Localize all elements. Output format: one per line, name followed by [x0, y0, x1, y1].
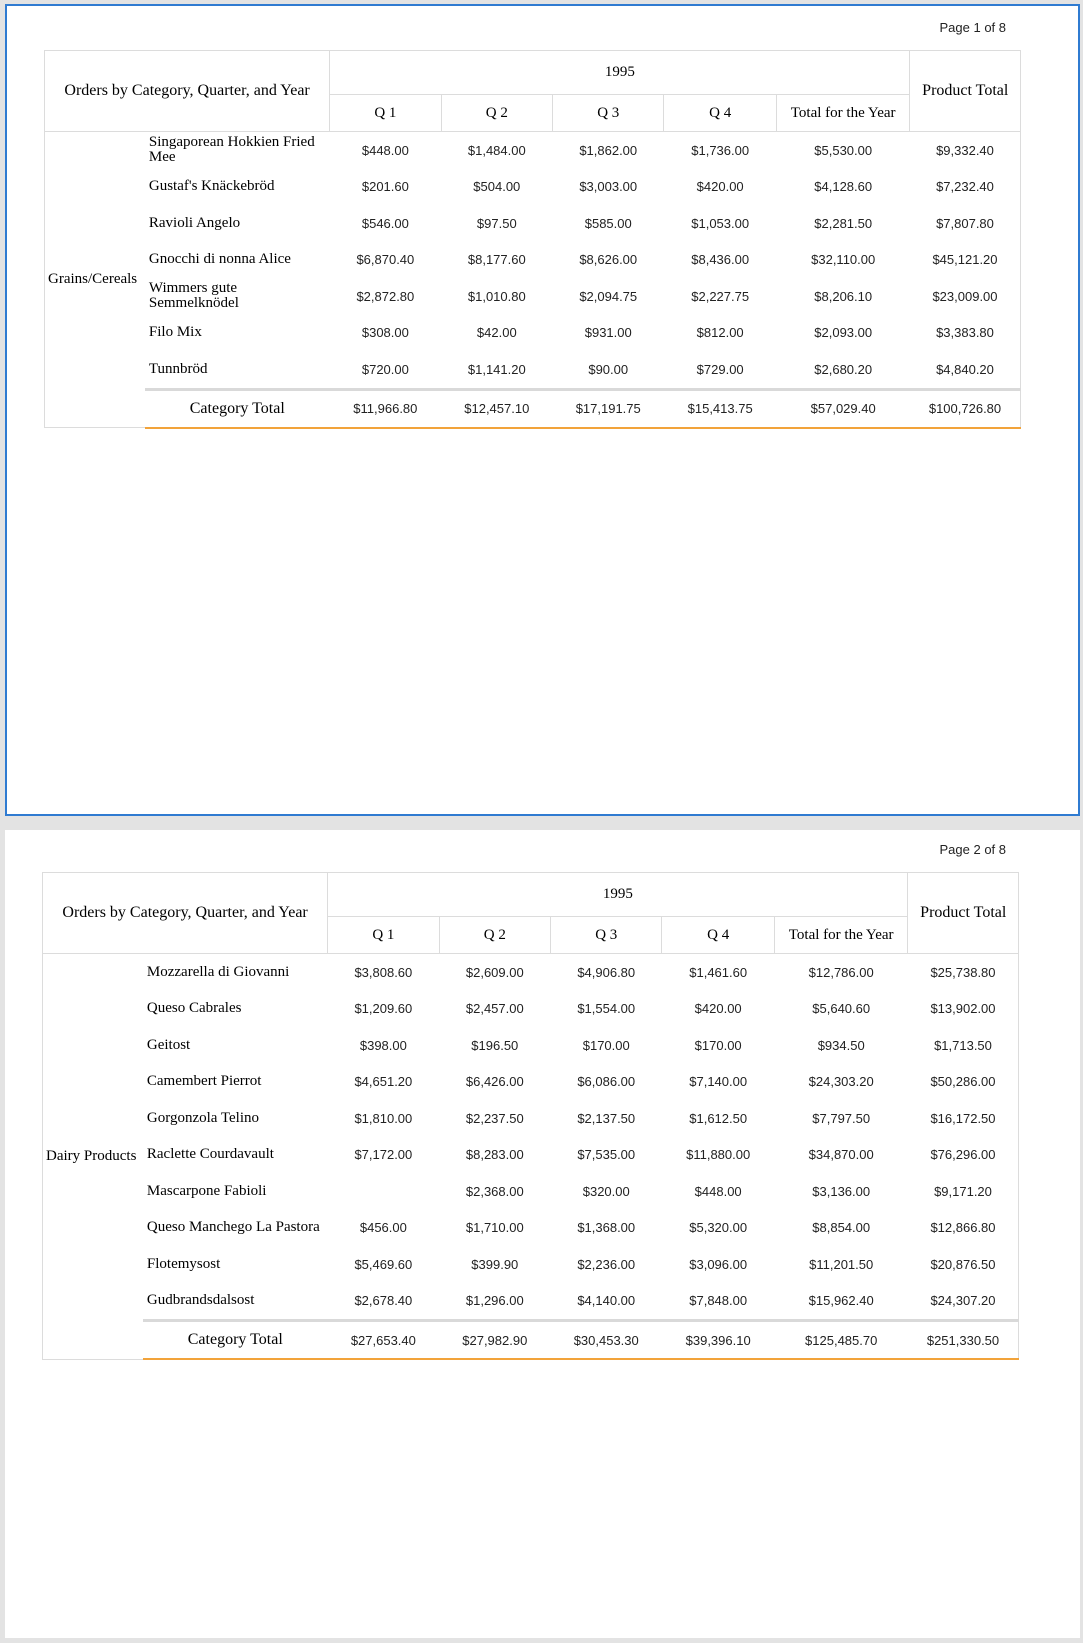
product-name: Flotemysost — [146, 1255, 221, 1272]
page-number: Page 1 of 8 — [939, 20, 1006, 35]
report-page-2 — [5, 830, 1080, 1638]
quarter-header: Q 1 — [330, 95, 441, 132]
table-row — [43, 1210, 1019, 1247]
q2-value: $6,426.00 — [465, 1074, 524, 1090]
q1-value — [328, 1173, 439, 1210]
table-row — [43, 1283, 1019, 1321]
category-total-label: Category Total — [145, 389, 330, 428]
q4-value: $7,140.00 — [689, 1074, 748, 1090]
product-total-value: $13,902.00 — [908, 991, 1019, 1028]
q1-total: $27,653.40 — [328, 1321, 439, 1360]
year-header: 1995 — [328, 873, 908, 917]
product-total-value: $45,121.20 — [910, 242, 1021, 279]
product-total-total: $251,330.50 — [908, 1321, 1019, 1360]
q1-value: $3,808.60 — [354, 964, 413, 980]
product-name: Gustaf's Knäckebröd — [148, 178, 275, 195]
year-total-value: $32,110.00 — [811, 252, 876, 268]
q3-value: $320.00 — [582, 1183, 630, 1199]
table-row — [43, 1064, 1019, 1101]
year-total-header: Total for the Year — [776, 95, 910, 132]
table-row — [43, 1137, 1019, 1174]
year-total-value: $34,870.00 — [808, 1147, 874, 1163]
category-label: Dairy Products — [43, 954, 143, 1360]
year-total-value: $4,128.60 — [814, 179, 873, 195]
quarter-header: Q 4 — [662, 917, 774, 954]
q4-value: $729.00 — [696, 361, 744, 377]
product-total-value: $23,009.00 — [910, 278, 1021, 315]
product-total-total: $100,726.80 — [910, 389, 1021, 428]
table-row — [43, 1173, 1019, 1210]
product-total-value: $50,286.00 — [908, 1064, 1019, 1101]
q1-value: $398.00 — [359, 1037, 407, 1053]
q2-total: $27,982.90 — [439, 1321, 550, 1360]
q2-total: $12,457.10 — [441, 389, 552, 428]
quarter-header: Q 3 — [553, 95, 664, 132]
product-total-value: $20,876.50 — [908, 1246, 1019, 1283]
q4-value: $5,320.00 — [689, 1220, 748, 1236]
q3-total: $17,191.75 — [553, 389, 664, 428]
q1-value: $308.00 — [361, 325, 409, 341]
q1-total: $11,966.80 — [330, 389, 441, 428]
q1-value: $1,209.60 — [354, 1001, 413, 1017]
q3-value: $1,554.00 — [577, 1001, 636, 1017]
q3-value: $6,086.00 — [577, 1074, 636, 1090]
year-total-value: $11,201.50 — [809, 1256, 874, 1272]
year-total-value: $24,303.20 — [808, 1074, 874, 1090]
quarter-header: Q 4 — [664, 95, 776, 132]
table-row — [43, 954, 1019, 991]
year-total-total: $57,029.40 — [776, 389, 910, 428]
year-total-total: $125,485.70 — [774, 1321, 908, 1360]
q4-value: $11,880.00 — [686, 1147, 751, 1163]
year-total-value: $934.50 — [817, 1037, 865, 1053]
product-name: Mascarpone Fabioli — [146, 1182, 267, 1199]
q2-value: $8,283.00 — [465, 1147, 524, 1163]
year-total-value: $5,640.60 — [812, 1001, 871, 1017]
table-row — [45, 278, 1021, 315]
product-name: Mozzarella di Giovanni — [146, 963, 290, 980]
q2-value: $42.00 — [476, 325, 517, 341]
q3-value: $4,140.00 — [577, 1293, 636, 1309]
product-name: Tunnbröd — [148, 360, 208, 377]
year-total-header: Total for the Year — [774, 917, 908, 954]
year-total-value: $8,854.00 — [812, 1220, 871, 1236]
table-row — [45, 169, 1021, 206]
q1-value: $201.60 — [361, 179, 409, 195]
q2-value: $97.50 — [476, 215, 517, 231]
year-total-value: $2,680.20 — [814, 361, 873, 377]
year-header: 1995 — [330, 51, 910, 95]
q1-value: $7,172.00 — [354, 1147, 413, 1163]
table-row — [43, 1027, 1019, 1064]
product-name: Camembert Pierrot — [146, 1073, 262, 1090]
q4-value: $1,612.50 — [689, 1110, 748, 1126]
q2-value: $1,484.00 — [467, 142, 526, 158]
q4-value: $1,461.60 — [689, 964, 748, 980]
q1-value: $2,678.40 — [354, 1293, 413, 1309]
category-total-row — [43, 1321, 1019, 1360]
category-total-row — [45, 389, 1021, 428]
product-total-value: $9,171.20 — [908, 1173, 1019, 1210]
q4-value: $812.00 — [696, 325, 744, 341]
q1-value: $456.00 — [359, 1220, 407, 1236]
table-row — [43, 1100, 1019, 1137]
q1-value: $5,469.60 — [354, 1256, 413, 1272]
year-total-value: $7,797.50 — [812, 1110, 871, 1126]
orders-crosstab-table — [44, 50, 1021, 429]
q1-value: $448.00 — [361, 142, 409, 158]
q1-value: $6,870.40 — [356, 252, 415, 268]
q2-value: $2,237.50 — [465, 1110, 524, 1126]
q4-value: $170.00 — [694, 1037, 742, 1053]
q2-value: $504.00 — [473, 179, 521, 195]
q1-value: $720.00 — [361, 361, 409, 377]
q3-value: $1,862.00 — [579, 142, 638, 158]
q1-value: $2,872.80 — [356, 288, 415, 304]
q2-value: $2,457.00 — [465, 1001, 524, 1017]
q1-value: $546.00 — [361, 215, 409, 231]
q3-value: $4,906.80 — [577, 964, 636, 980]
product-name: Geitost — [146, 1036, 191, 1053]
product-total-value: $7,807.80 — [910, 205, 1021, 242]
q4-value: $1,736.00 — [691, 142, 750, 158]
table-row — [45, 132, 1021, 169]
table-row — [43, 1246, 1019, 1283]
q3-value: $585.00 — [584, 215, 632, 231]
q4-value: $7,848.00 — [689, 1293, 748, 1309]
report-title: Orders by Category, Quarter, and Year — [45, 51, 330, 132]
year-total-value: $3,136.00 — [812, 1183, 871, 1199]
report-title: Orders by Category, Quarter, and Year — [43, 873, 328, 954]
table-row — [45, 315, 1021, 352]
q4-total: $39,396.10 — [662, 1321, 774, 1360]
product-name: Queso Cabrales — [146, 1000, 242, 1017]
product-total-value: $9,332.40 — [910, 132, 1021, 169]
table-row — [45, 351, 1021, 389]
q2-value: $1,141.20 — [467, 361, 526, 377]
q4-value: $420.00 — [696, 179, 744, 195]
q2-value: $8,177.60 — [467, 252, 526, 268]
product-total-value: $4,840.20 — [910, 351, 1021, 389]
q3-value: $170.00 — [582, 1037, 630, 1053]
q4-total: $15,413.75 — [664, 389, 776, 428]
q2-value: $1,710.00 — [465, 1220, 524, 1236]
q3-value: $931.00 — [584, 325, 632, 341]
product-name: Singaporean Hokkien Fried Mee — [148, 134, 315, 166]
year-total-value: $8,206.10 — [814, 288, 873, 304]
category-label: Grains/Cereals — [45, 132, 145, 428]
q2-value: $1,296.00 — [465, 1293, 524, 1309]
product-total-value: $3,383.80 — [910, 315, 1021, 352]
q4-value: $3,096.00 — [689, 1256, 748, 1272]
quarter-header: Q 2 — [441, 95, 552, 132]
q4-value: $420.00 — [694, 1001, 742, 1017]
q1-value: $4,651.20 — [354, 1074, 413, 1090]
product-total-value: $16,172.50 — [908, 1100, 1019, 1137]
product-name: Raclette Courdavault — [146, 1146, 274, 1163]
q4-value: $448.00 — [694, 1183, 742, 1199]
category-total-label: Category Total — [143, 1321, 328, 1360]
product-total-header: Product Total — [910, 51, 1021, 132]
q3-value: $8,626.00 — [579, 252, 638, 268]
year-total-value: $2,093.00 — [814, 325, 873, 341]
q4-value: $1,053.00 — [691, 215, 750, 231]
table-row — [45, 205, 1021, 242]
report-page-1 — [5, 4, 1080, 816]
q2-value: $196.50 — [471, 1037, 519, 1053]
product-total-value: $76,296.00 — [908, 1137, 1019, 1174]
year-total-value: $12,786.00 — [808, 964, 874, 980]
q3-value: $1,368.00 — [577, 1220, 636, 1236]
table-row — [45, 242, 1021, 279]
q3-value: $90.00 — [588, 361, 629, 377]
q3-value: $3,003.00 — [579, 179, 638, 195]
product-name: Wimmers gute Semmelknödel — [148, 280, 239, 312]
product-total-value: $1,713.50 — [908, 1027, 1019, 1064]
q2-value: $399.90 — [471, 1256, 519, 1272]
quarter-header: Q 3 — [551, 917, 662, 954]
table-row — [43, 991, 1019, 1028]
product-total-value: $7,232.40 — [910, 169, 1021, 206]
page-number: Page 2 of 8 — [939, 842, 1006, 857]
q2-value: $1,010.80 — [467, 288, 526, 304]
q4-value: $8,436.00 — [691, 252, 750, 268]
q1-value: $1,810.00 — [354, 1110, 413, 1126]
quarter-header: Q 1 — [328, 917, 439, 954]
q3-value: $7,535.00 — [577, 1147, 636, 1163]
product-total-value: $12,866.80 — [908, 1210, 1019, 1247]
q3-total: $30,453.30 — [551, 1321, 662, 1360]
q4-value: $2,227.75 — [691, 288, 750, 304]
year-total-value: $15,962.40 — [808, 1293, 874, 1309]
product-name: Gnocchi di nonna Alice — [148, 251, 291, 268]
product-total-header: Product Total — [908, 873, 1019, 954]
quarter-header: Q 2 — [439, 917, 550, 954]
year-total-value: $2,281.50 — [814, 215, 873, 231]
q2-value: $2,609.00 — [465, 964, 524, 980]
q3-value: $2,137.50 — [577, 1110, 636, 1126]
product-name: Ravioli Angelo — [148, 214, 241, 231]
product-total-value: $24,307.20 — [908, 1283, 1019, 1321]
product-name: Queso Manchego La Pastora — [146, 1219, 320, 1236]
product-name: Filo Mix — [148, 324, 202, 341]
orders-crosstab-table — [42, 872, 1019, 1360]
q3-value: $2,236.00 — [577, 1256, 636, 1272]
year-total-value: $5,530.00 — [814, 142, 873, 158]
q3-value: $2,094.75 — [579, 288, 638, 304]
product-total-value: $25,738.80 — [908, 954, 1019, 991]
q2-value: $2,368.00 — [465, 1183, 524, 1199]
product-name: Gorgonzola Telino — [146, 1109, 260, 1126]
product-name: Gudbrandsdalsost — [146, 1292, 255, 1309]
